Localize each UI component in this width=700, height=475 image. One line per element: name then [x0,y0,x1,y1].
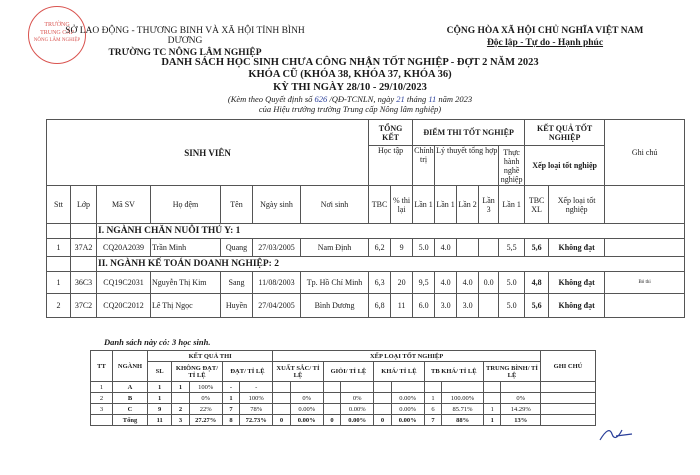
header-ly-thuyet: Lý thuyết tổng hợp [435,146,499,186]
cell-xeploai: Không đạt [549,239,605,257]
sum-xs-n [273,404,291,415]
sum-tb-n: 1 [483,415,501,426]
header-ghi-chu: Ghi chú [605,120,685,186]
cell-lop: 36C3 [71,272,97,294]
cell-masv: CQ19C2031 [97,272,151,294]
cell-lt1: 4.0 [435,272,457,294]
col-lt-lan1: Lần 1 [435,186,457,224]
sum-dat-n: 8 [222,415,240,426]
cell-th1: 5.0 [499,272,525,294]
sum-kd-n: 2 [172,404,190,415]
school-name: TRƯỜNG TC NÔNG LÂM NGHIỆP [108,48,262,58]
sum-tbk-n [424,382,442,393]
sum-nganh: Tổng [112,415,147,426]
cell-lop: 37C2 [71,294,97,318]
col-lop: Lớp [71,186,97,224]
header-ket-qua: KẾT QUẢ TỐT NGHIỆP [525,120,605,146]
cell-lop: 37A2 [71,239,97,257]
table-row [47,294,685,318]
cell-noisinh: Tp. Hồ Chí Minh [301,272,369,294]
col-noisinh: Nơi sinh [301,186,369,224]
title-line1: DANH SÁCH HỌC SINH CHƯA CÔNG NHẬN TỐT NGHIỆP - ĐỢT 2 NĂM 2023 [161,57,539,68]
cell-hodem: Trần Minh [151,239,221,257]
sum-tbk-p [442,382,484,393]
cell-lt2: 3.0 [457,294,479,318]
col-stt: Stt [47,186,71,224]
cell-ct1: 5.0 [413,239,435,257]
sum-gc [541,404,596,415]
sum-tbk-n: 1 [424,393,442,404]
sum-tbk-p: 85.71% [442,404,484,415]
sum-tb-n [483,382,501,393]
sum-sl: 1 [148,393,172,404]
cell-stt: 1 [47,239,71,257]
decision-number: 626 [314,94,328,104]
cell-ct1: 6.0 [413,294,435,318]
col-tbc: TBC [369,186,391,224]
cell-hodem: Lê Thị Ngọc [151,294,221,318]
sum-dat-n: - [222,382,240,393]
sum-sl: 9 [148,404,172,415]
sum-kd-p: 22% [189,404,222,415]
sum-tb-p [501,382,541,393]
sum-tb-p: 14.29% [501,404,541,415]
cell-ten: Sang [221,272,253,294]
cell-lt2: 4.0 [457,272,479,294]
col-lt-lan3: Lần 3 [479,186,499,224]
sum-gioi-n [323,404,341,415]
decision-text-a: (Kèm theo Quyết định số [227,94,313,104]
cell-ghichu [605,239,685,257]
sum-tb-n: 1 [483,404,501,415]
col-lt-lan2: Lần 2 [457,186,479,224]
table-row [47,239,685,257]
sum-sl: 11 [148,415,172,426]
cell-tbc: 6,3 [369,272,391,294]
sum-nganh: B [112,393,147,404]
sum-kd-p: 27.27% [189,415,222,426]
sum-tbk-n: 7 [424,415,442,426]
sum-kha-n [374,393,392,404]
sum-gc [541,393,596,404]
sum-kha-p: 0.00% [391,393,424,404]
cell-lt3 [479,239,499,257]
cell-lt3 [479,294,499,318]
sum-dat-p: - [240,382,273,393]
section-spacer [71,257,97,272]
cell-tbc: 6,2 [369,239,391,257]
col-ngaysinh: Ngày sinh [253,186,301,224]
decision-line2: của Hiệu trưởng trường Trung cấp Nông lâm nghiệp) [258,104,442,114]
cell-ghichu: Bỏ thi [605,272,685,294]
section-chan-nuoi: I. NGÀNH CHĂN NUÔI THÚ Y: 1 [97,224,685,239]
sum-xs-n [273,382,291,393]
decision-text-b: /QĐ-TCNLN, ngày [329,94,395,104]
cell-ct1: 9,5 [413,272,435,294]
summary-row [91,382,596,393]
sum-kd-p: 100% [189,382,222,393]
cell-xeploai: Không đạt [549,294,605,318]
sum-dat-p: 78% [240,404,273,415]
summary-row [91,393,596,404]
cell-ngaysinh: 27/03/2005 [253,239,301,257]
sum-dat-p: 72.73% [240,415,273,426]
stamp-line3: NÔNG LÂM NGHIỆP [33,38,81,43]
cell-ten: Quang [221,239,253,257]
document-title [0,57,700,114]
cell-lt3: 0.0 [479,272,499,294]
sum-dat-n: 7 [222,404,240,415]
header-xep-loai: Xếp loại tốt nghiệp [525,146,605,186]
sum-kd-n [172,393,190,404]
col-hodem: Họ đệm [151,186,221,224]
summary-table [90,350,596,426]
cell-pct: 9 [391,239,413,257]
col-masv: Mã SV [97,186,151,224]
sum-sl: 1 [148,382,172,393]
col-tbcxl: TBC XL [525,186,549,224]
section-spacer [71,224,97,239]
sum-h-dat: ĐẠT/ TỈ LỆ [222,362,273,382]
decision-month: 11 [428,94,437,104]
sum-kha-n: 0 [374,415,392,426]
signature [596,424,636,446]
sum-h-ghi-chu: GHI CHÚ [541,351,596,382]
cell-ngaysinh: 27/04/2005 [253,294,301,318]
sum-h-ket-qua-thi: KẾT QUẢ THI [148,351,273,362]
cell-lt1: 3.0 [435,294,457,318]
sum-kd-p: 0% [189,393,222,404]
header-chinh-tri: Chính trị [413,146,435,186]
cell-noisinh: Nam Định [301,239,369,257]
cell-lt1: 4.0 [435,239,457,257]
title-line3: KỲ THI NGÀY 28/10 - 29/10/2023 [273,82,427,93]
header-tong-ket: TỔNG KẾT [369,120,413,146]
sum-gioi-n [323,382,341,393]
cell-tbcxl: 5,6 [525,294,549,318]
cell-hodem: Nguyễn Thị Kim [151,272,221,294]
sum-gioi-p: 0.00% [341,415,374,426]
cell-ngaysinh: 11/08/2003 [253,272,301,294]
sum-gc [541,415,596,426]
stamp-line1: TRƯỜNG [44,22,70,28]
sum-tt [91,415,113,426]
cell-th1: 5,5 [499,239,525,257]
sum-dat-n: 1 [222,393,240,404]
student-count-note: Danh sách này có: 3 học sinh. [104,337,211,347]
sum-h-trung-binh: TRUNG BÌNH/ TỈ LỆ [483,362,540,382]
sum-tbk-p: 100.00% [442,393,484,404]
cell-lt2 [457,239,479,257]
col-ghichu-sub [605,186,685,224]
header-right [415,26,675,48]
sum-h-sl: SL [148,362,172,382]
sum-h-xuat-sac: XUẤT SẮC/ TỈ LỆ [273,362,323,382]
cell-masv: CQ20C2012 [97,294,151,318]
sum-tb-n [483,393,501,404]
student-table [46,119,685,318]
sum-xs-p: 0.00% [290,404,323,415]
sum-kha-p: 0.00% [391,404,424,415]
sum-tb-p: 13% [501,415,541,426]
cell-ten: Huyền [221,294,253,318]
ministry-name: SỞ LAO ĐỘNG - THƯƠNG BINH VÀ XÃ HỘI TỈNH BÌNH DƯƠNG [65,26,305,46]
sum-xs-p [290,382,323,393]
cell-tbc: 6,8 [369,294,391,318]
section-ke-toan: II. NGÀNH KẾ TOÁN DOANH NGHIỆP: 2 [97,257,685,272]
sum-tt: 1 [91,382,113,393]
sum-xs-p: 0.00% [290,415,323,426]
decision-day: 21 [396,94,405,104]
table-row [47,272,685,294]
sum-kd-n: 3 [172,415,190,426]
sum-kd-n: 1 [172,382,190,393]
cell-noisinh: Bình Dương [301,294,369,318]
sum-xs-n: 0 [273,415,291,426]
sum-tb-p: 0% [501,393,541,404]
sum-gioi-n [323,393,341,404]
sum-xs-p: 0% [290,393,323,404]
sum-h-tb-kha: TB KHÁ/ TỈ LỆ [424,362,483,382]
sum-kha-n [374,382,392,393]
sum-h-kha: KHÁ/ TỈ LỆ [374,362,424,382]
section-spacer [47,257,71,272]
sum-nganh: A [112,382,147,393]
col-pct: % thi lại [391,186,413,224]
sum-kha-n [374,404,392,415]
header-hoc-tap: Học tập [369,146,413,186]
sum-h-nganh: NGÀNH [112,351,147,382]
summary-row [91,404,596,415]
col-ct-lan1: Lần 1 [413,186,435,224]
motto: Độc lập - Tự do - Hạnh phúc [486,38,604,48]
cell-tbcxl: 5,6 [525,239,549,257]
sum-h-tt: TT [91,351,113,382]
sum-gc [541,382,596,393]
decision-text-d: năm 2023 [438,94,473,104]
cell-ghichu [605,294,685,318]
sum-kha-p: 0.00% [391,415,424,426]
sum-h-xep-loai: XẾP LOẠI TỐT NGHIỆP [273,351,541,362]
stamp-line2: TRUNG CẤP [40,30,74,36]
sum-h-gioi: GIỎI/ TỈ LỆ [323,362,373,382]
sum-kha-p [391,382,424,393]
cell-stt: 2 [47,294,71,318]
sum-nganh: C [112,404,147,415]
header-diem-thi: ĐIỂM THI TỐT NGHIỆP [413,120,525,146]
sum-gioi-p [341,382,374,393]
cell-xeploai: Không đạt [549,272,605,294]
country-name: CỘNG HÒA XÃ HỘI CHỦ NGHĨA VIỆT NAM [446,26,644,36]
sum-gioi-n: 0 [323,415,341,426]
col-xeploai: Xếp loại tốt nghiệp [549,186,605,224]
header-thuc-hanh: Thực hành nghề nghiệp [499,146,525,186]
cell-pct: 11 [391,294,413,318]
sum-gioi-p: 0.00% [341,404,374,415]
cell-th1: 5.0 [499,294,525,318]
cell-tbcxl: 4,8 [525,272,549,294]
sum-tbk-n: 6 [424,404,442,415]
sum-tt: 3 [91,404,113,415]
cell-masv: CQ20A2039 [97,239,151,257]
sum-gioi-p: 0% [341,393,374,404]
sum-tbk-p: 88% [442,415,484,426]
cell-pct: 20 [391,272,413,294]
decision-line [0,94,700,104]
section-spacer [47,224,71,239]
header-sinh-vien: SINH VIÊN [47,120,369,186]
header-left [60,26,310,58]
cell-stt: 1 [47,272,71,294]
title-line2: KHÓA CŨ (KHÓA 38, KHÓA 37, KHÓA 36) [248,69,452,80]
sum-tt: 2 [91,393,113,404]
sum-dat-p: 100% [240,393,273,404]
sum-xs-n [273,393,291,404]
decision-text-c: tháng [406,94,427,104]
col-ten: Tên [221,186,253,224]
sum-h-khong-dat: KHÔNG ĐẠT/ TỈ LỆ [172,362,222,382]
col-th-lan1: Lần 1 [499,186,525,224]
summary-total-row [91,415,596,426]
